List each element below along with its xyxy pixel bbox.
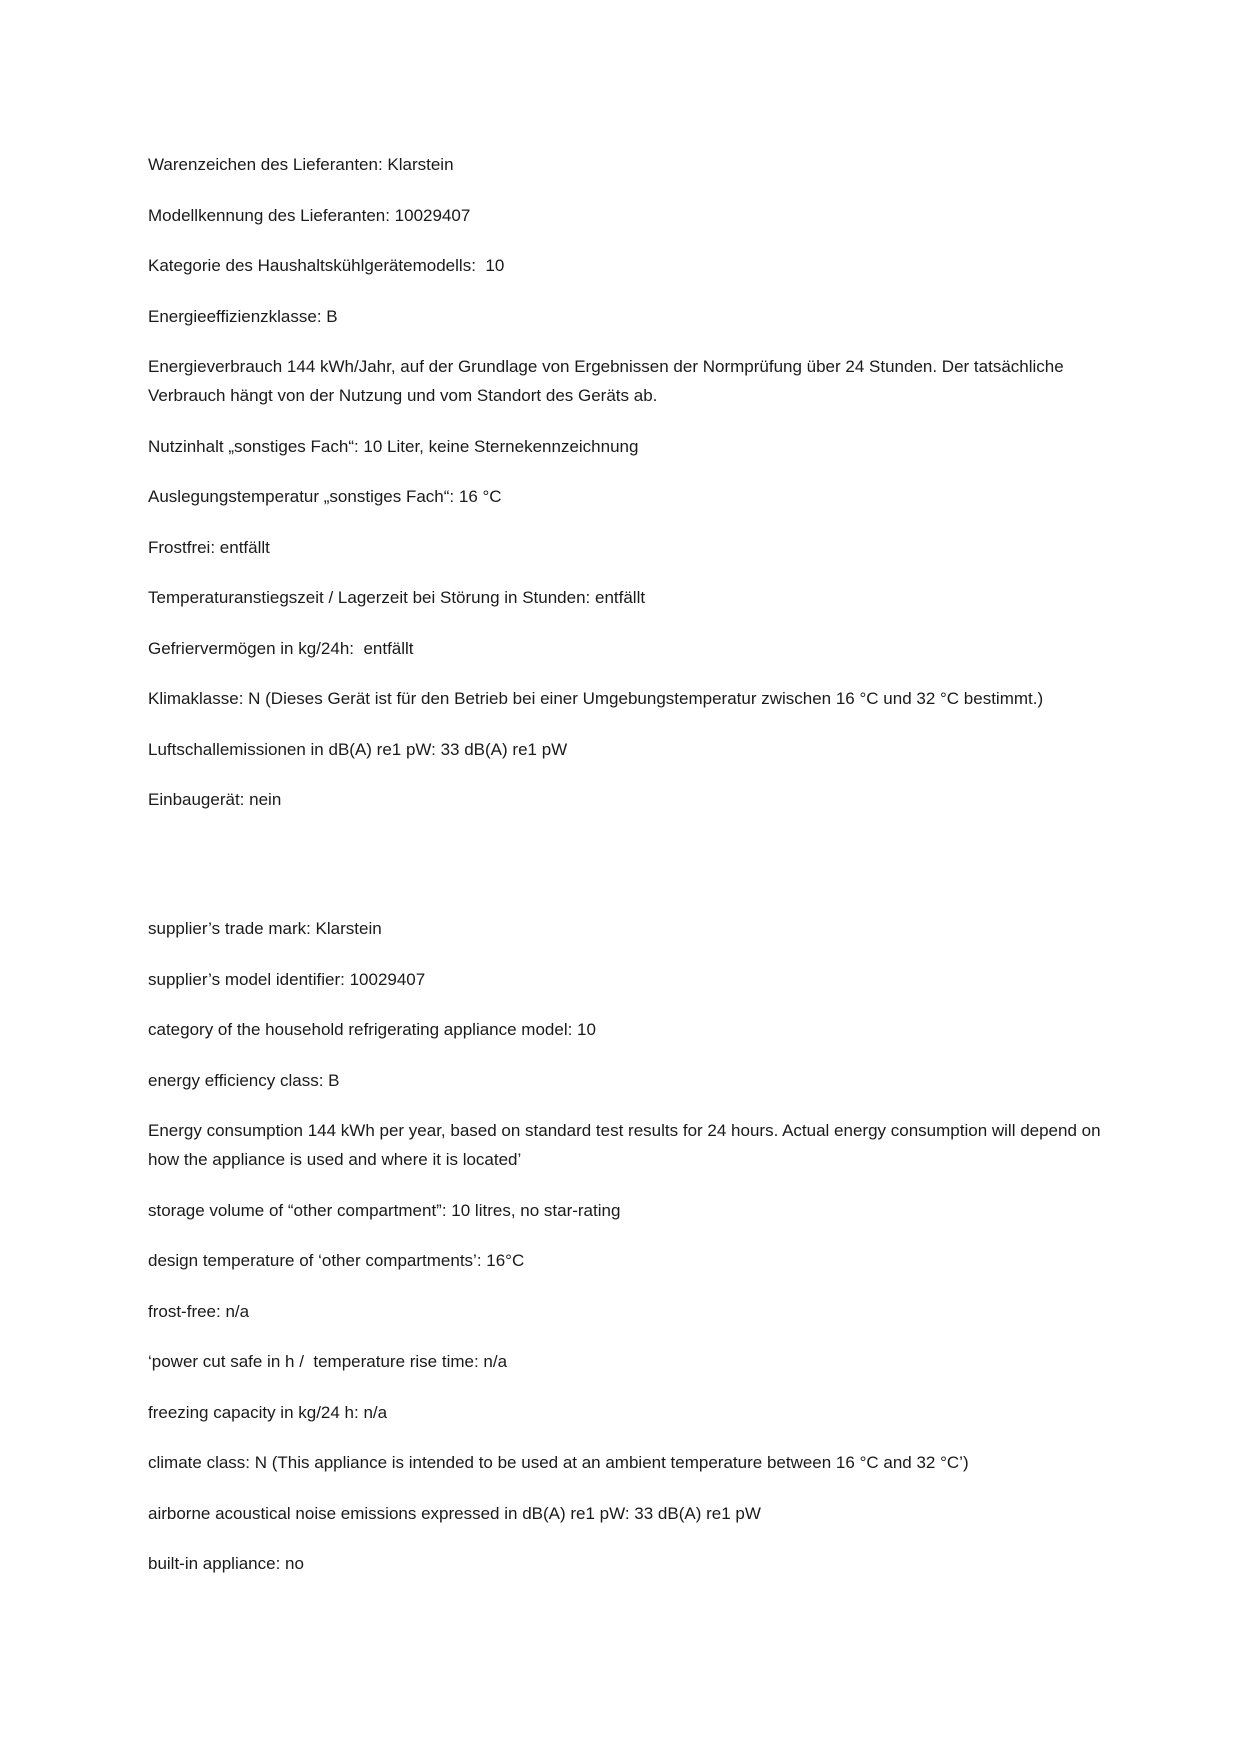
en-climate-class: climate class: N (This appliance is intended to be used at an ambient temperature between 16 °C and 32 °C’): [148, 1453, 969, 1472]
de-noise-emissions: Luftschallemissionen in dB(A) re1 pW: 33 dB(A) re1 pW: [148, 739, 568, 759]
german-product-info: [148, 150, 1108, 836]
english-product-info: [148, 914, 1108, 1600]
de-storage-volume: Nutzinhalt „sonstiges Fach“: 10 Liter, keine Sternekennzeichnung: [148, 436, 639, 456]
en-frost-free: frost-free: n/a: [148, 1301, 250, 1321]
en-trade-mark: supplier’s trade mark: Klarstein: [148, 919, 382, 938]
de-energy-efficiency-class: Energieeffizienzklasse: B: [148, 306, 338, 326]
en-built-in: built-in appliance: no: [148, 1554, 304, 1573]
en-energy-consumption: Energy consumption 144 kWh per year, based on standard test results for 24 hours. Actual energy consumption will depend on how the appliance is used and where it is located’: [148, 1121, 1106, 1169]
de-design-temperature: Auslegungstemperatur „sonstiges Fach“: 16 °C: [148, 487, 502, 506]
en-power-cut-safe: ‘power cut safe in h / temperature rise time: n/a: [148, 1352, 508, 1371]
de-climate-class: Klimaklasse: N (Dieses Gerät ist für den Betrieb bei einer Umgebungstemperatur zwischen 16 °C und 32 °C bestimmt.): [148, 689, 1044, 708]
de-freezing-capacity: Gefriervermögen in kg/24h: entfällt: [148, 638, 414, 658]
en-model-identifier: supplier’s model identifier: 10029407: [148, 969, 426, 989]
en-design-temperature: design temperature of ‘other compartments’: 16°C: [148, 1251, 525, 1270]
en-storage-volume: storage volume of “other compartment”: 10 litres, no star-rating: [148, 1200, 621, 1220]
de-frost-free: Frostfrei: entfällt: [148, 537, 270, 557]
en-appliance-category: category of the household refrigerating appliance model: 10: [148, 1020, 596, 1039]
de-energy-consumption: Energieverbrauch 144 kWh/Jahr, auf der Grundlage von Ergebnissen der Normprüfung über 24 Stunden. Der tatsächliche Verbrauch hängt von der Nutzung und vom Standort des Geräts ab.: [148, 357, 1069, 405]
de-trade-mark: Warenzeichen des Lieferanten: Klarstein: [148, 155, 454, 174]
en-noise-emissions: airborne acoustical noise emissions expressed in dB(A) re1 pW: 33 dB(A) re1 pW: [148, 1503, 761, 1523]
de-appliance-category: Kategorie des Haushaltskühlgerätemodells: 10: [148, 256, 505, 275]
en-energy-efficiency-class: energy efficiency class: B: [148, 1070, 340, 1090]
de-model-identifier: Modellkennung des Lieferanten: 10029407: [148, 205, 471, 225]
en-freezing-capacity: freezing capacity in kg/24 h: n/a: [148, 1402, 388, 1422]
de-temperature-rise-time: Temperaturanstiegszeit / Lagerzeit bei Störung in Stunden: entfällt: [148, 588, 646, 607]
de-built-in: Einbaugerät: nein: [148, 790, 282, 809]
